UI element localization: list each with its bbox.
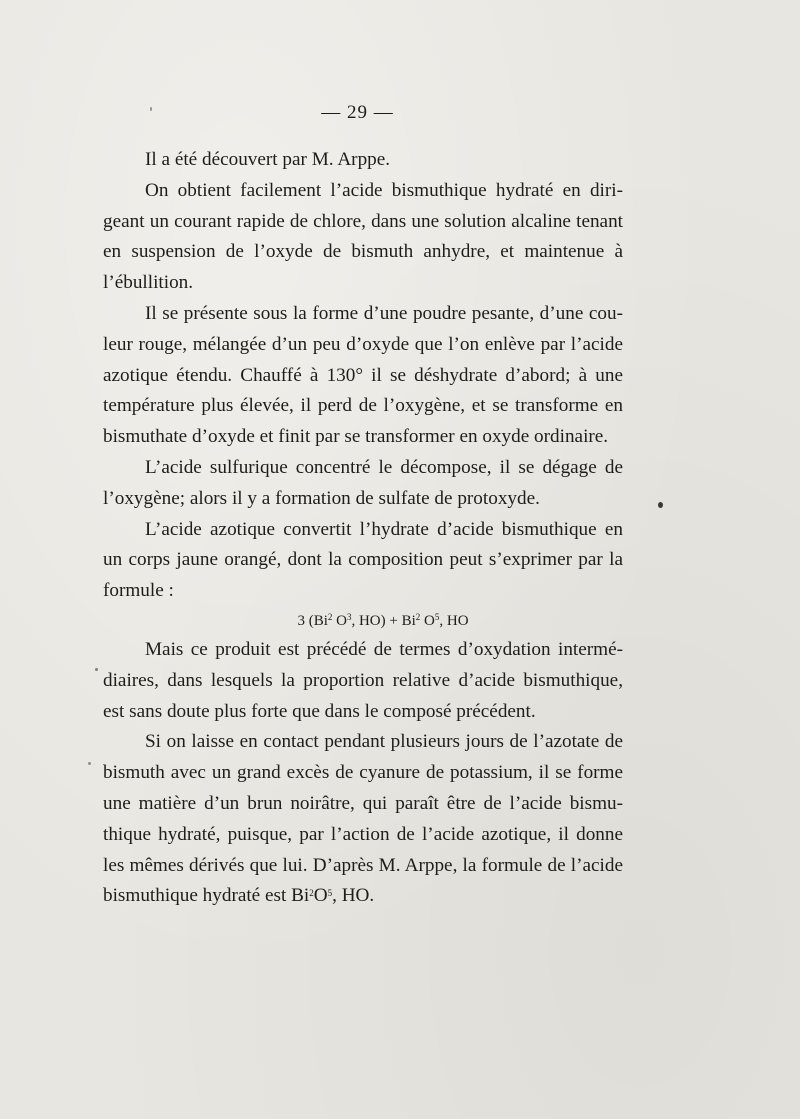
formula-part: Bi [291, 885, 310, 907]
formula-part: , HO. [332, 885, 375, 907]
ink-speck [88, 762, 91, 765]
paragraph-3: Il se présente sous la forme d’une poudre pesante, d’une couleur rouge, mélangée d’un peu d’oxyde que l’on enlève par l’acide azotique étendu. Chauffé à 130° il se déshydrate d’abord; à une température plus élevée, il perd de l’oxygène, et se transforme en bismuthate d’oxyde et finit par se transformer en oxyde ordinaire. [103, 302, 623, 448]
formula-subscript: 2 [309, 888, 314, 899]
ink-speck [150, 107, 152, 111]
paragraph-6: Mais ce produit est précédé de termes d’oxydation intermédiaires, dans lesquels la proportion relative d’acide bismuthique, est sans doute plus forte que dans le composé précédent. [103, 638, 623, 722]
inline-formula [291, 885, 374, 906]
page-number: — 29 — [321, 102, 394, 123]
paragraph-4: L’acide sulfurique concentré le décompose, il se dégage de l’oxygène; alors il y a formation de sulfate de protoxyde. [103, 456, 623, 509]
formula-part: O [313, 885, 328, 907]
formula-part: 3 (Bi [297, 612, 328, 629]
formula-subscript: 5 [327, 888, 333, 899]
formula-subscript: 3 [346, 611, 352, 622]
formula-part: O [332, 612, 347, 629]
ink-speck [658, 502, 663, 508]
formula-subscript: 2 [415, 611, 421, 622]
paragraph-7 [103, 727, 623, 912]
formula-subscript: 2 [327, 611, 333, 622]
paragraph-7-text: Si on laisse en contact pendant plusieurs jours de l’azotate de bismuth avec un grand excès de cyanure de potassium, il se forme une matière d’un brun noirâtre, qui paraît être de l’acide bismuthique hydraté, puisque, par l’action de l’acide azotique, il donne les mêmes dérivés que lui. D’après M. Arppe, la formule de l’acide bismuthique hydraté est [103, 731, 623, 907]
formula-subscript: 5 [434, 611, 440, 622]
body-text [103, 145, 623, 912]
ink-speck [95, 668, 98, 671]
formula-part: , HO [439, 612, 469, 629]
paragraph-2: On obtient facilement l’acide bismuthique hydraté en dirigeant un courant rapide de chlore, dans une solution alcaline tenant en suspension de l’oxyde de bismuth anhydre, et maintenue à l’ébullition. [103, 179, 623, 294]
paragraph-5: L’acide azotique convertit l’hydrate d’acide bismuthique en un corps jaune orangé, dont la composition peut s’exprimer par la formule : [103, 518, 623, 602]
formula-part: O [420, 612, 435, 629]
paragraph-1: Il a été découvert par M. Arppe. [145, 149, 391, 170]
formula-part: , HO) + Bi [351, 612, 416, 629]
chemical-formula [103, 607, 623, 635]
